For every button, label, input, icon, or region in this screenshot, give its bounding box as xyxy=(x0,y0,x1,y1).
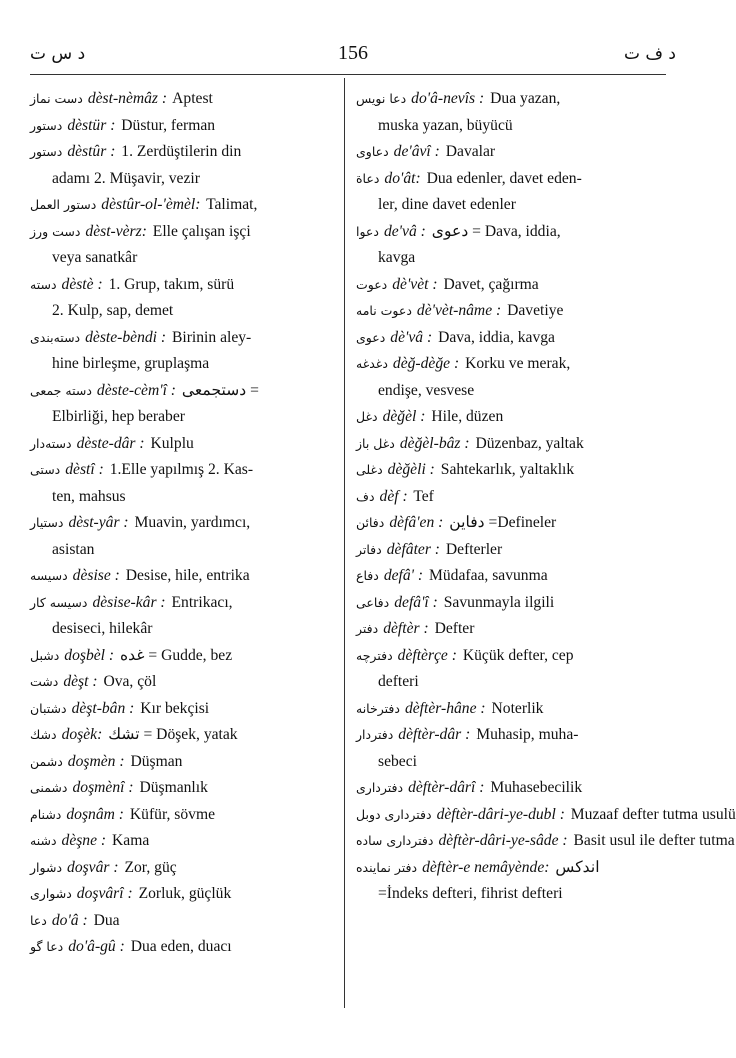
definition: Dua edenler, davet eden- xyxy=(426,169,582,187)
definition: Birinin aley- xyxy=(172,328,252,346)
dictionary-entry xyxy=(30,378,340,431)
entry-first-line xyxy=(356,272,656,299)
entry-first-line xyxy=(30,802,340,829)
entry-first-line xyxy=(356,855,656,882)
ottoman-script: دشوارى xyxy=(30,886,72,901)
headword: dèstè : xyxy=(61,275,103,293)
headword: dèğ-dèğe : xyxy=(392,355,460,372)
definition: Müdafaa, savunma xyxy=(429,567,548,584)
definition: Davetiye xyxy=(507,302,564,319)
dictionary-entry xyxy=(30,881,340,908)
ottoman-script: دفاع xyxy=(356,568,379,583)
ottoman-script: دسته‌بندی xyxy=(30,329,81,345)
definition-continuation: ler, dine davet edenler xyxy=(378,196,516,213)
dictionary-entry xyxy=(356,325,656,352)
definition-continuation: sebeci xyxy=(378,752,417,770)
headword: dèstûr : xyxy=(67,143,116,160)
ottoman-script: دست نماز xyxy=(30,91,83,106)
ottoman-script: دشوار xyxy=(30,859,63,875)
dictionary-entry xyxy=(356,431,656,458)
entry-first-line xyxy=(30,86,340,113)
ottoman-script: دفترچه xyxy=(356,647,393,663)
entry-first-line xyxy=(30,378,340,405)
headword: doşèk: xyxy=(61,726,103,743)
definition: Defterler xyxy=(445,540,503,558)
ottoman-script: دستی xyxy=(30,462,61,477)
definition: Korku ve merak, xyxy=(465,355,571,372)
ottoman-script: دعاوى xyxy=(356,144,389,159)
definition: Noterlik xyxy=(491,699,544,717)
header-rule xyxy=(30,74,666,75)
headword: do'â-gû : xyxy=(68,938,125,955)
definition: Defter xyxy=(434,620,475,637)
headword: defâ'î : xyxy=(394,593,438,611)
ottoman-script: دشك xyxy=(30,727,57,742)
entry-first-line xyxy=(30,934,340,961)
headword: dè'vèt : xyxy=(392,275,438,293)
headword: dèstür : xyxy=(67,116,116,134)
dictionary-entry xyxy=(30,563,340,590)
ottoman-script: دسته xyxy=(30,276,57,292)
definition: Muzaaf defter tutma usulü xyxy=(570,805,736,823)
ottoman-script: دعا نويس xyxy=(356,91,407,106)
headword: dèsise-kâr : xyxy=(92,593,166,611)
definition: Dua eden, duacı xyxy=(130,938,232,955)
entry-first-line xyxy=(30,749,340,776)
dictionary-entry xyxy=(30,431,340,458)
definition: دفاين =Defineler xyxy=(449,514,557,531)
entry-first-line xyxy=(30,722,340,749)
ottoman-script: دشت xyxy=(30,674,59,689)
entry-first-line xyxy=(30,855,340,882)
headword: doşvâr : xyxy=(67,858,119,876)
definition: دستجمعی = xyxy=(181,381,259,399)
dictionary-entry xyxy=(356,802,736,829)
entry-first-line xyxy=(30,510,340,537)
ottoman-script: دستور العمل xyxy=(30,197,97,212)
headword: dèğèl-bâz : xyxy=(399,434,470,452)
headword: do'â : xyxy=(51,911,88,929)
definition: 1. Grup, takım, sürü xyxy=(108,275,235,293)
headword: dèftèr-dâr : xyxy=(398,726,471,743)
entry-first-line xyxy=(356,219,656,246)
headword: dèst-yâr : xyxy=(68,514,129,531)
ottoman-script: دفائن xyxy=(356,515,385,530)
definition-continuation: desiseci, hilekâr xyxy=(52,620,153,637)
dictionary-entry xyxy=(30,643,340,670)
entry-first-line xyxy=(356,537,656,564)
headword: dèftèr : xyxy=(383,620,429,637)
definition: Entrikacı, xyxy=(171,593,233,611)
headword: dèstî : xyxy=(65,461,104,478)
dictionary-entry xyxy=(356,643,656,696)
ottoman-script: دشمن xyxy=(30,753,63,769)
definition: Elle çalışan işçi xyxy=(152,222,251,240)
headword: dèf : xyxy=(379,487,408,505)
dictionary-entry xyxy=(356,563,656,590)
ottoman-script: دفتر نماينده xyxy=(356,859,418,875)
definition: Kama xyxy=(112,832,150,849)
entry-first-line xyxy=(356,590,656,617)
ottoman-script: دسيسه كار xyxy=(30,594,88,610)
headword: doşvârî : xyxy=(76,885,133,902)
dictionary-entry xyxy=(356,219,656,272)
entry-first-line xyxy=(30,139,340,166)
ottoman-script: دستور xyxy=(30,117,63,133)
dictionary-entry xyxy=(356,696,656,723)
entry-first-line xyxy=(30,590,340,617)
definition-continuation: hine birleşme, gruplaşma xyxy=(52,355,210,372)
definition: Muavin, yardımcı, xyxy=(134,514,251,531)
definition: Kır bekçisi xyxy=(140,699,210,717)
ottoman-script: دستيار xyxy=(30,515,64,530)
headword: doşbèl : xyxy=(64,646,115,664)
entry-first-line xyxy=(356,457,656,484)
definition: Düşmanlık xyxy=(139,779,208,796)
definition-continuation: endişe, vesvese xyxy=(378,381,475,399)
headword: dè'vâ : xyxy=(390,328,433,346)
entry-first-line xyxy=(356,616,656,643)
dictionary-entry xyxy=(356,510,656,537)
headword: dèst-vèrz: xyxy=(85,222,147,240)
definition: Dava, iddia, kavga xyxy=(438,328,555,346)
entry-first-line xyxy=(356,802,736,829)
entry-first-line xyxy=(356,510,656,537)
ottoman-script: دعوت نامه xyxy=(356,303,412,318)
headword: dèftèrçe : xyxy=(397,646,457,664)
dictionary-entry xyxy=(30,934,340,961)
definition-continuation: muska yazan, büyücü xyxy=(378,116,513,134)
headword: defâ' : xyxy=(383,567,424,584)
dictionary-entry xyxy=(30,192,340,219)
definition: غده = Gudde, bez xyxy=(120,646,233,664)
headword: dèst-nèmâz : xyxy=(87,90,168,107)
dictionary-entry xyxy=(30,696,340,723)
dictionary-entry xyxy=(356,855,656,908)
headword: dèfâter : xyxy=(386,540,440,558)
dictionary-entry xyxy=(30,86,340,113)
left-column xyxy=(30,86,340,961)
headword: de'vâ : xyxy=(383,222,426,240)
entry-first-line xyxy=(356,166,656,193)
definition: Talimat, xyxy=(206,196,258,213)
ottoman-script: دعوا xyxy=(356,223,379,239)
ottoman-script: دفاتر xyxy=(356,541,382,557)
dictionary-entry xyxy=(30,749,340,776)
entry-first-line xyxy=(30,431,340,458)
headword: dèfâ'en : xyxy=(389,514,444,531)
ottoman-script: دفاعی xyxy=(356,594,390,610)
ottoman-script: دشنه xyxy=(30,833,57,848)
headword: dèste-bèndi : xyxy=(85,328,167,346)
headword: dèftèr-e nemâyènde: xyxy=(422,858,550,876)
entry-first-line xyxy=(356,351,656,378)
dictionary-entry xyxy=(356,404,656,431)
definition-continuation: =İndeks defteri, fihrist defteri xyxy=(378,885,563,902)
dictionary-entry xyxy=(356,86,656,139)
definition: Basit usul ile defter tutma xyxy=(573,832,735,849)
headword: dèşt-bân : xyxy=(71,699,135,717)
headword: dèşt : xyxy=(63,673,98,690)
dictionary-entry xyxy=(30,802,340,829)
dictionary-entry xyxy=(30,722,340,749)
entry-first-line xyxy=(356,325,656,352)
dictionary-entry xyxy=(356,722,656,775)
ottoman-script: دغل باز xyxy=(356,435,395,451)
dictionary-entry xyxy=(30,775,340,802)
ottoman-script: دغل xyxy=(356,409,378,424)
dictionary-entry xyxy=(356,272,656,299)
headword: dèftèr-dâri-ye-dubl : xyxy=(436,805,565,823)
definition: Sahtekarlık, yaltaklık xyxy=(440,461,575,478)
definition-continuation: Elbirliği, hep beraber xyxy=(52,408,185,425)
definition: Hile, düzen xyxy=(431,408,504,425)
entry-first-line xyxy=(30,219,340,246)
ottoman-script: دعاة xyxy=(356,170,380,186)
entry-first-line xyxy=(356,298,656,325)
page-number: 156 xyxy=(338,42,368,64)
ottoman-script: دسته‌دار xyxy=(30,435,72,451)
headword: doşmèn : xyxy=(67,752,125,770)
definition: 1. Zerdüştilerin din xyxy=(121,143,242,160)
ottoman-script: دفتردارى xyxy=(356,780,404,795)
ottoman-script: دشنام xyxy=(30,806,62,822)
entry-first-line xyxy=(356,722,656,749)
headword: dèste-dâr : xyxy=(76,434,145,452)
right-column xyxy=(356,86,736,908)
headword: do'â-nevîs : xyxy=(411,90,485,107)
dictionary-entry xyxy=(356,537,656,564)
dictionary-entry xyxy=(356,166,656,219)
definition: Savunmayla ilgili xyxy=(443,593,555,611)
definition: Dua yazan, xyxy=(490,90,561,107)
entry-first-line xyxy=(30,192,340,219)
entry-first-line xyxy=(356,431,656,458)
definition: Düstur, ferman xyxy=(121,116,216,134)
dictionary-entry xyxy=(356,775,656,802)
definition: Zorluk, güçlük xyxy=(138,885,232,902)
definition: Zor, güç xyxy=(124,858,177,876)
entry-first-line xyxy=(30,457,340,484)
headword: dèşne : xyxy=(61,832,107,849)
dictionary-entry xyxy=(30,855,340,882)
header-left-letters: د س ت xyxy=(30,44,86,64)
definition: Küçük defter, cep xyxy=(462,646,574,664)
headword: dèğèl : xyxy=(382,408,426,425)
definition: Desise, hile, entrika xyxy=(125,567,250,584)
entry-first-line xyxy=(30,696,340,723)
dictionary-entry xyxy=(356,616,656,643)
definition-continuation: asistan xyxy=(52,540,95,558)
definition-continuation: defteri xyxy=(378,673,419,690)
entry-first-line xyxy=(30,881,340,908)
definition: Küfür, sövme xyxy=(129,805,216,823)
dictionary-entry xyxy=(356,139,656,166)
dictionary-entry xyxy=(30,113,340,140)
definition: اندكس xyxy=(555,858,600,876)
entry-first-line xyxy=(30,113,340,140)
headword: dèftèr-hâne : xyxy=(404,699,486,717)
entry-first-line xyxy=(356,563,656,590)
ottoman-script: دستور xyxy=(30,144,63,159)
entry-first-line xyxy=(30,908,340,935)
dictionary-entry xyxy=(356,590,656,617)
definition: Davalar xyxy=(445,143,496,160)
headword: de'âvî : xyxy=(393,143,440,160)
entry-first-line xyxy=(356,775,656,802)
ottoman-script: دشمنی xyxy=(30,780,68,795)
ottoman-script: دغدغه xyxy=(356,356,388,371)
definition-continuation: adamı 2. Müşavir, vezir xyxy=(52,169,200,187)
ottoman-script: دست ورز xyxy=(30,223,81,239)
dictionary-entry xyxy=(356,484,656,511)
entry-first-line xyxy=(356,404,656,431)
ottoman-script: دسيسه xyxy=(30,568,68,583)
header-right-letters: د ف ت xyxy=(623,44,676,64)
headword: doşmènî : xyxy=(72,779,134,796)
dictionary-entry xyxy=(356,351,656,404)
headword: dèftèr-dârî : xyxy=(408,779,485,796)
definition: Aptest xyxy=(172,90,213,107)
ottoman-script: دفتردار xyxy=(356,727,394,742)
dictionary-entry xyxy=(30,457,340,510)
definition: Muhasip, muha- xyxy=(476,726,579,743)
ottoman-script: دشبل xyxy=(30,647,60,663)
definition: تشك = Döşek, yatak xyxy=(108,726,238,743)
ottoman-script: دعا گو xyxy=(30,939,64,954)
definition-continuation: ten, mahsus xyxy=(52,487,126,505)
ottoman-script: دشتبان xyxy=(30,700,67,716)
headword: do'ât: xyxy=(384,169,421,187)
dictionary-entry xyxy=(30,590,340,643)
dictionary-entry xyxy=(356,457,656,484)
dictionary-entry xyxy=(30,669,340,696)
definition: Dua xyxy=(93,911,120,929)
entry-first-line xyxy=(30,563,340,590)
ottoman-script: دفترخانه xyxy=(356,700,400,716)
ottoman-script: دف xyxy=(356,488,375,504)
dictionary-entry xyxy=(30,139,340,192)
definition-continuation: veya sanatkâr xyxy=(52,249,138,266)
headword: dèsise : xyxy=(72,567,120,584)
ottoman-script: دسته جمعی xyxy=(30,382,92,398)
entry-first-line xyxy=(356,643,656,670)
headword: dèstûr-ol-'èmèl: xyxy=(101,196,201,213)
entry-first-line xyxy=(356,139,656,166)
dictionary-entry xyxy=(30,510,340,563)
definition-continuation: kavga xyxy=(378,249,416,266)
headword: doşnâm : xyxy=(66,805,124,823)
entry-first-line xyxy=(356,696,656,723)
entry-first-line xyxy=(30,643,340,670)
ottoman-script: دفتر xyxy=(356,621,379,636)
ottoman-script: دعا xyxy=(30,912,47,928)
ottoman-script: دعوت xyxy=(356,276,388,292)
dictionary-entry xyxy=(30,272,340,325)
entry-first-line xyxy=(356,86,656,113)
definition: Tef xyxy=(413,487,434,505)
definition: Düşman xyxy=(130,752,183,770)
definition: 1.Elle yapılmış 2. Kas- xyxy=(109,461,254,478)
definition: Davet, çağırma xyxy=(443,275,539,293)
headword: dèftèr-dâri-ye-sâde : xyxy=(438,832,568,849)
ottoman-script: دعوى xyxy=(356,329,386,345)
definition: دعوى = Dava, iddia, xyxy=(431,222,561,240)
definition: Düzenbaz, yaltak xyxy=(475,434,584,452)
definition: Kulplu xyxy=(150,434,194,452)
ottoman-script: دفتردارى ساده xyxy=(356,833,434,848)
column-divider xyxy=(344,78,345,1008)
dictionary-entry xyxy=(356,828,735,855)
entry-first-line xyxy=(30,669,340,696)
ottoman-script: دفتردارى دوبل xyxy=(356,806,432,822)
entry-first-line xyxy=(356,828,735,855)
headword: dè'vèt-nâme : xyxy=(416,302,502,319)
definition-continuation: 2. Kulp, sap, demet xyxy=(52,302,174,319)
entry-first-line xyxy=(30,775,340,802)
definition: Muhasebecilik xyxy=(490,779,583,796)
entry-first-line xyxy=(30,325,340,352)
entry-first-line xyxy=(356,484,656,511)
dictionary-entry xyxy=(30,828,340,855)
headword: dèste-cèm'î : xyxy=(96,381,176,399)
entry-first-line xyxy=(30,272,340,299)
headword: dèğèli : xyxy=(387,461,435,478)
dictionary-entry xyxy=(30,219,340,272)
dictionary-entry xyxy=(30,325,340,378)
ottoman-script: دغلى xyxy=(356,462,383,477)
dictionary-entry xyxy=(30,908,340,935)
definition: Ova, çöl xyxy=(103,673,157,690)
entry-first-line xyxy=(30,828,340,855)
dictionary-entry xyxy=(356,298,656,325)
